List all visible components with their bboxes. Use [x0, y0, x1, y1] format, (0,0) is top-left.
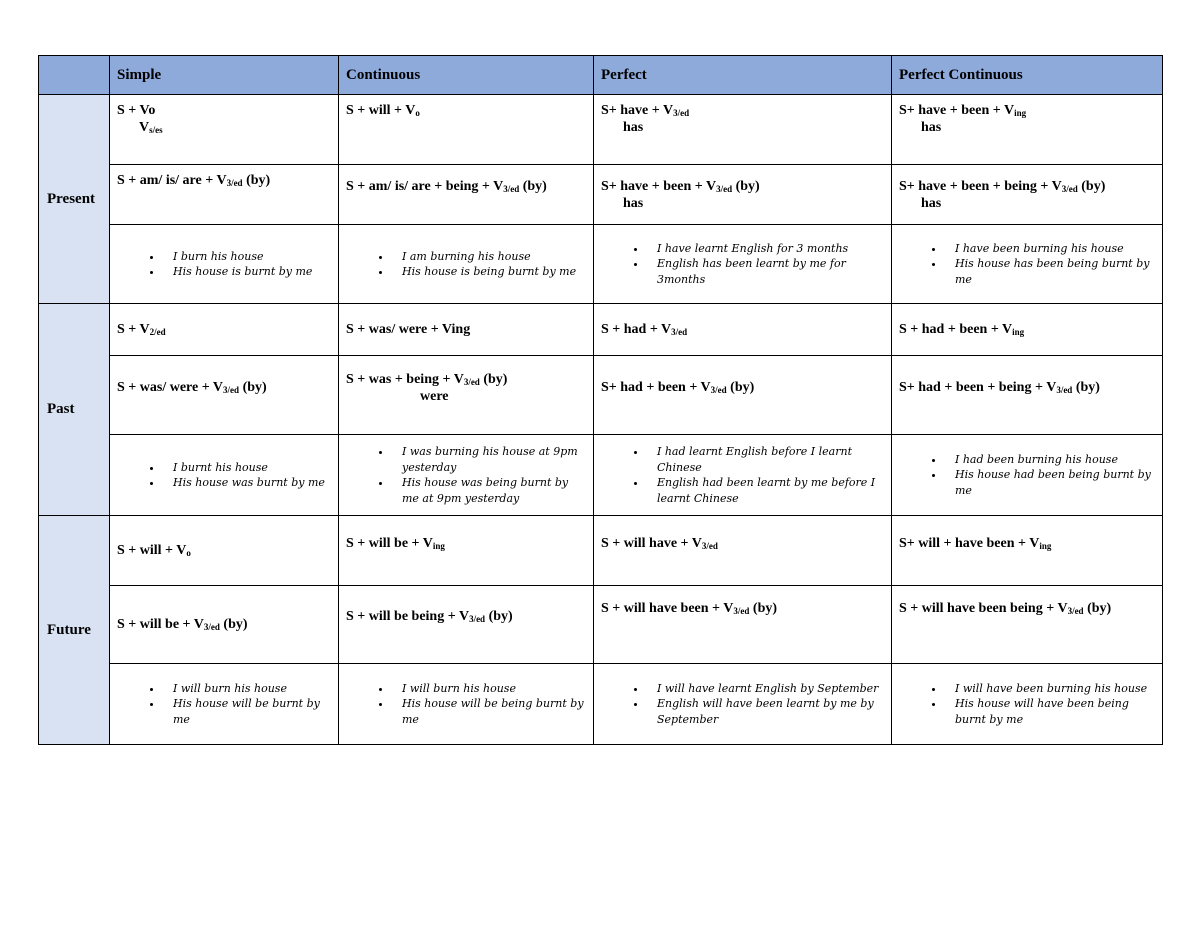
present-perfect-active: S+ have + $V_{3/ed}$ has [594, 95, 892, 165]
future-continuous-examples [339, 664, 594, 745]
future-continuous-active: S + will be + $V_{ing}$ [339, 516, 594, 586]
list-item: • His house had been being burnt by me [945, 467, 1155, 498]
present-perfect-examples [594, 225, 892, 304]
future-perfect-active: S + will have + $V_{3/ed}$ [594, 516, 892, 586]
list-item: • His house will be being burnt by me [392, 696, 586, 727]
present-passive-row [39, 165, 1163, 225]
future-examples-row [39, 664, 1163, 745]
present-perfect-continuous-examples [892, 225, 1163, 304]
past-simple-passive: S + was/ were + $V_{3/ed}$ (by) [110, 356, 339, 435]
future-active-row [39, 516, 1163, 586]
header-corner [39, 56, 110, 95]
list-item: • I burnt his house [163, 460, 331, 476]
list-item: • I will have been burning his house [945, 681, 1155, 697]
past-perfect-active: S + had + $V_{3/ed}$ [594, 304, 892, 356]
list-item: • I burn his house [163, 249, 331, 265]
list-item: • I will burn his house [392, 681, 586, 697]
list-item: • His house will have been being burnt by me [945, 696, 1155, 727]
past-active-row [39, 304, 1163, 356]
past-perfect-continuous-examples [892, 435, 1163, 516]
past-passive-row [39, 356, 1163, 435]
past-perfect-passive: S+ had + been + $V_{3/ed}$ (by) [594, 356, 892, 435]
list-item: • I am burning his house [392, 249, 586, 265]
future-perfect-passive: S + will have been + $V_{3/ed}$ (by) [594, 586, 892, 664]
list-item: • I had been burning his house [945, 452, 1155, 468]
future-simple-examples [110, 664, 339, 745]
tense-future: Future [39, 516, 110, 745]
list-item: • English has been learnt by me for 3months [647, 256, 884, 287]
future-passive-row [39, 586, 1163, 664]
list-item: • His house will be burnt by me [163, 696, 331, 727]
list-item: • I will have learnt English by September [647, 681, 884, 697]
present-simple-passive: S + am/ is/ are + $V_{3/ed}$ (by) [110, 165, 339, 225]
header-simple: Simple [110, 56, 339, 95]
header-continuous: Continuous [339, 56, 594, 95]
present-perfect-passive: S+ have + been + $V_{3/ed}$ (by) has [594, 165, 892, 225]
present-active-row [39, 95, 1163, 165]
present-continuous-passive: S + am/ is/ are + being + $V_{3/ed}$ (by) [339, 165, 594, 225]
header-perfect: Perfect [594, 56, 892, 95]
past-continuous-active: S + was/ were + Ving [339, 304, 594, 356]
list-item: • His house is being burnt by me [392, 264, 586, 280]
list-item: • His house has been being burnt by me [945, 256, 1155, 287]
past-perfect-examples [594, 435, 892, 516]
present-continuous-examples [339, 225, 594, 304]
list-item: • I have learnt English for 3 months [647, 241, 884, 257]
present-perfect-continuous-passive: S+ have + been + being + $V_{3/ed}$ (by) has [892, 165, 1163, 225]
list-item: • I have been burning his house [945, 241, 1155, 257]
future-perfect-continuous-active: S+ will + have been + $V_{ing}$ [892, 516, 1163, 586]
past-continuous-passive: S + was + being + $V_{3/ed}$ (by) were [339, 356, 594, 435]
present-continuous-active: S + will + $V_o$ [339, 95, 594, 165]
past-perfect-continuous-passive: S+ had + been + being + $V_{3/ed}$ (by) [892, 356, 1163, 435]
list-item: • His house was burnt by me [163, 475, 331, 491]
list-item: • English will have been learnt by me by September [647, 696, 884, 727]
past-perfect-continuous-active: S + had + been + $V_{ing}$ [892, 304, 1163, 356]
future-simple-active: S + will + $V_o$ [110, 516, 339, 586]
past-simple-active: $S + V_{2/ed}$ [110, 304, 339, 356]
future-continuous-passive: S + will be being + $V_{3/ed}$ (by) [339, 586, 594, 664]
past-simple-examples [110, 435, 339, 516]
list-item: • I had learnt English before I learnt Chinese [647, 444, 884, 475]
list-item: • His house was being burnt by me at 9pm yesterday [392, 475, 586, 506]
tense-present: Present [39, 95, 110, 304]
list-item: • I will burn his house [163, 681, 331, 697]
tense-table [38, 55, 1163, 745]
future-simple-passive: S + will be + $V_{3/ed}$ (by) [110, 586, 339, 664]
list-item: • I was burning his house at 9pm yesterday [392, 444, 586, 475]
future-perfect-continuous-passive: S + will have been being + $V_{3/ed}$ (by) [892, 586, 1163, 664]
present-examples-row [39, 225, 1163, 304]
present-simple-active: S + Vo $V_{s/es}$ [110, 95, 339, 165]
future-perfect-examples [594, 664, 892, 745]
header-row [39, 56, 1163, 95]
past-examples-row [39, 435, 1163, 516]
future-perfect-continuous-examples [892, 664, 1163, 745]
header-perfect-continuous: Perfect Continuous [892, 56, 1163, 95]
list-item: • His house is burnt by me [163, 264, 331, 280]
past-continuous-examples [339, 435, 594, 516]
tense-past: Past [39, 304, 110, 516]
list-item: • English had been learnt by me before I learnt Chinese [647, 475, 884, 506]
present-perfect-continuous-active: S+ have + been + $V_{ing}$ has [892, 95, 1163, 165]
present-simple-examples [110, 225, 339, 304]
